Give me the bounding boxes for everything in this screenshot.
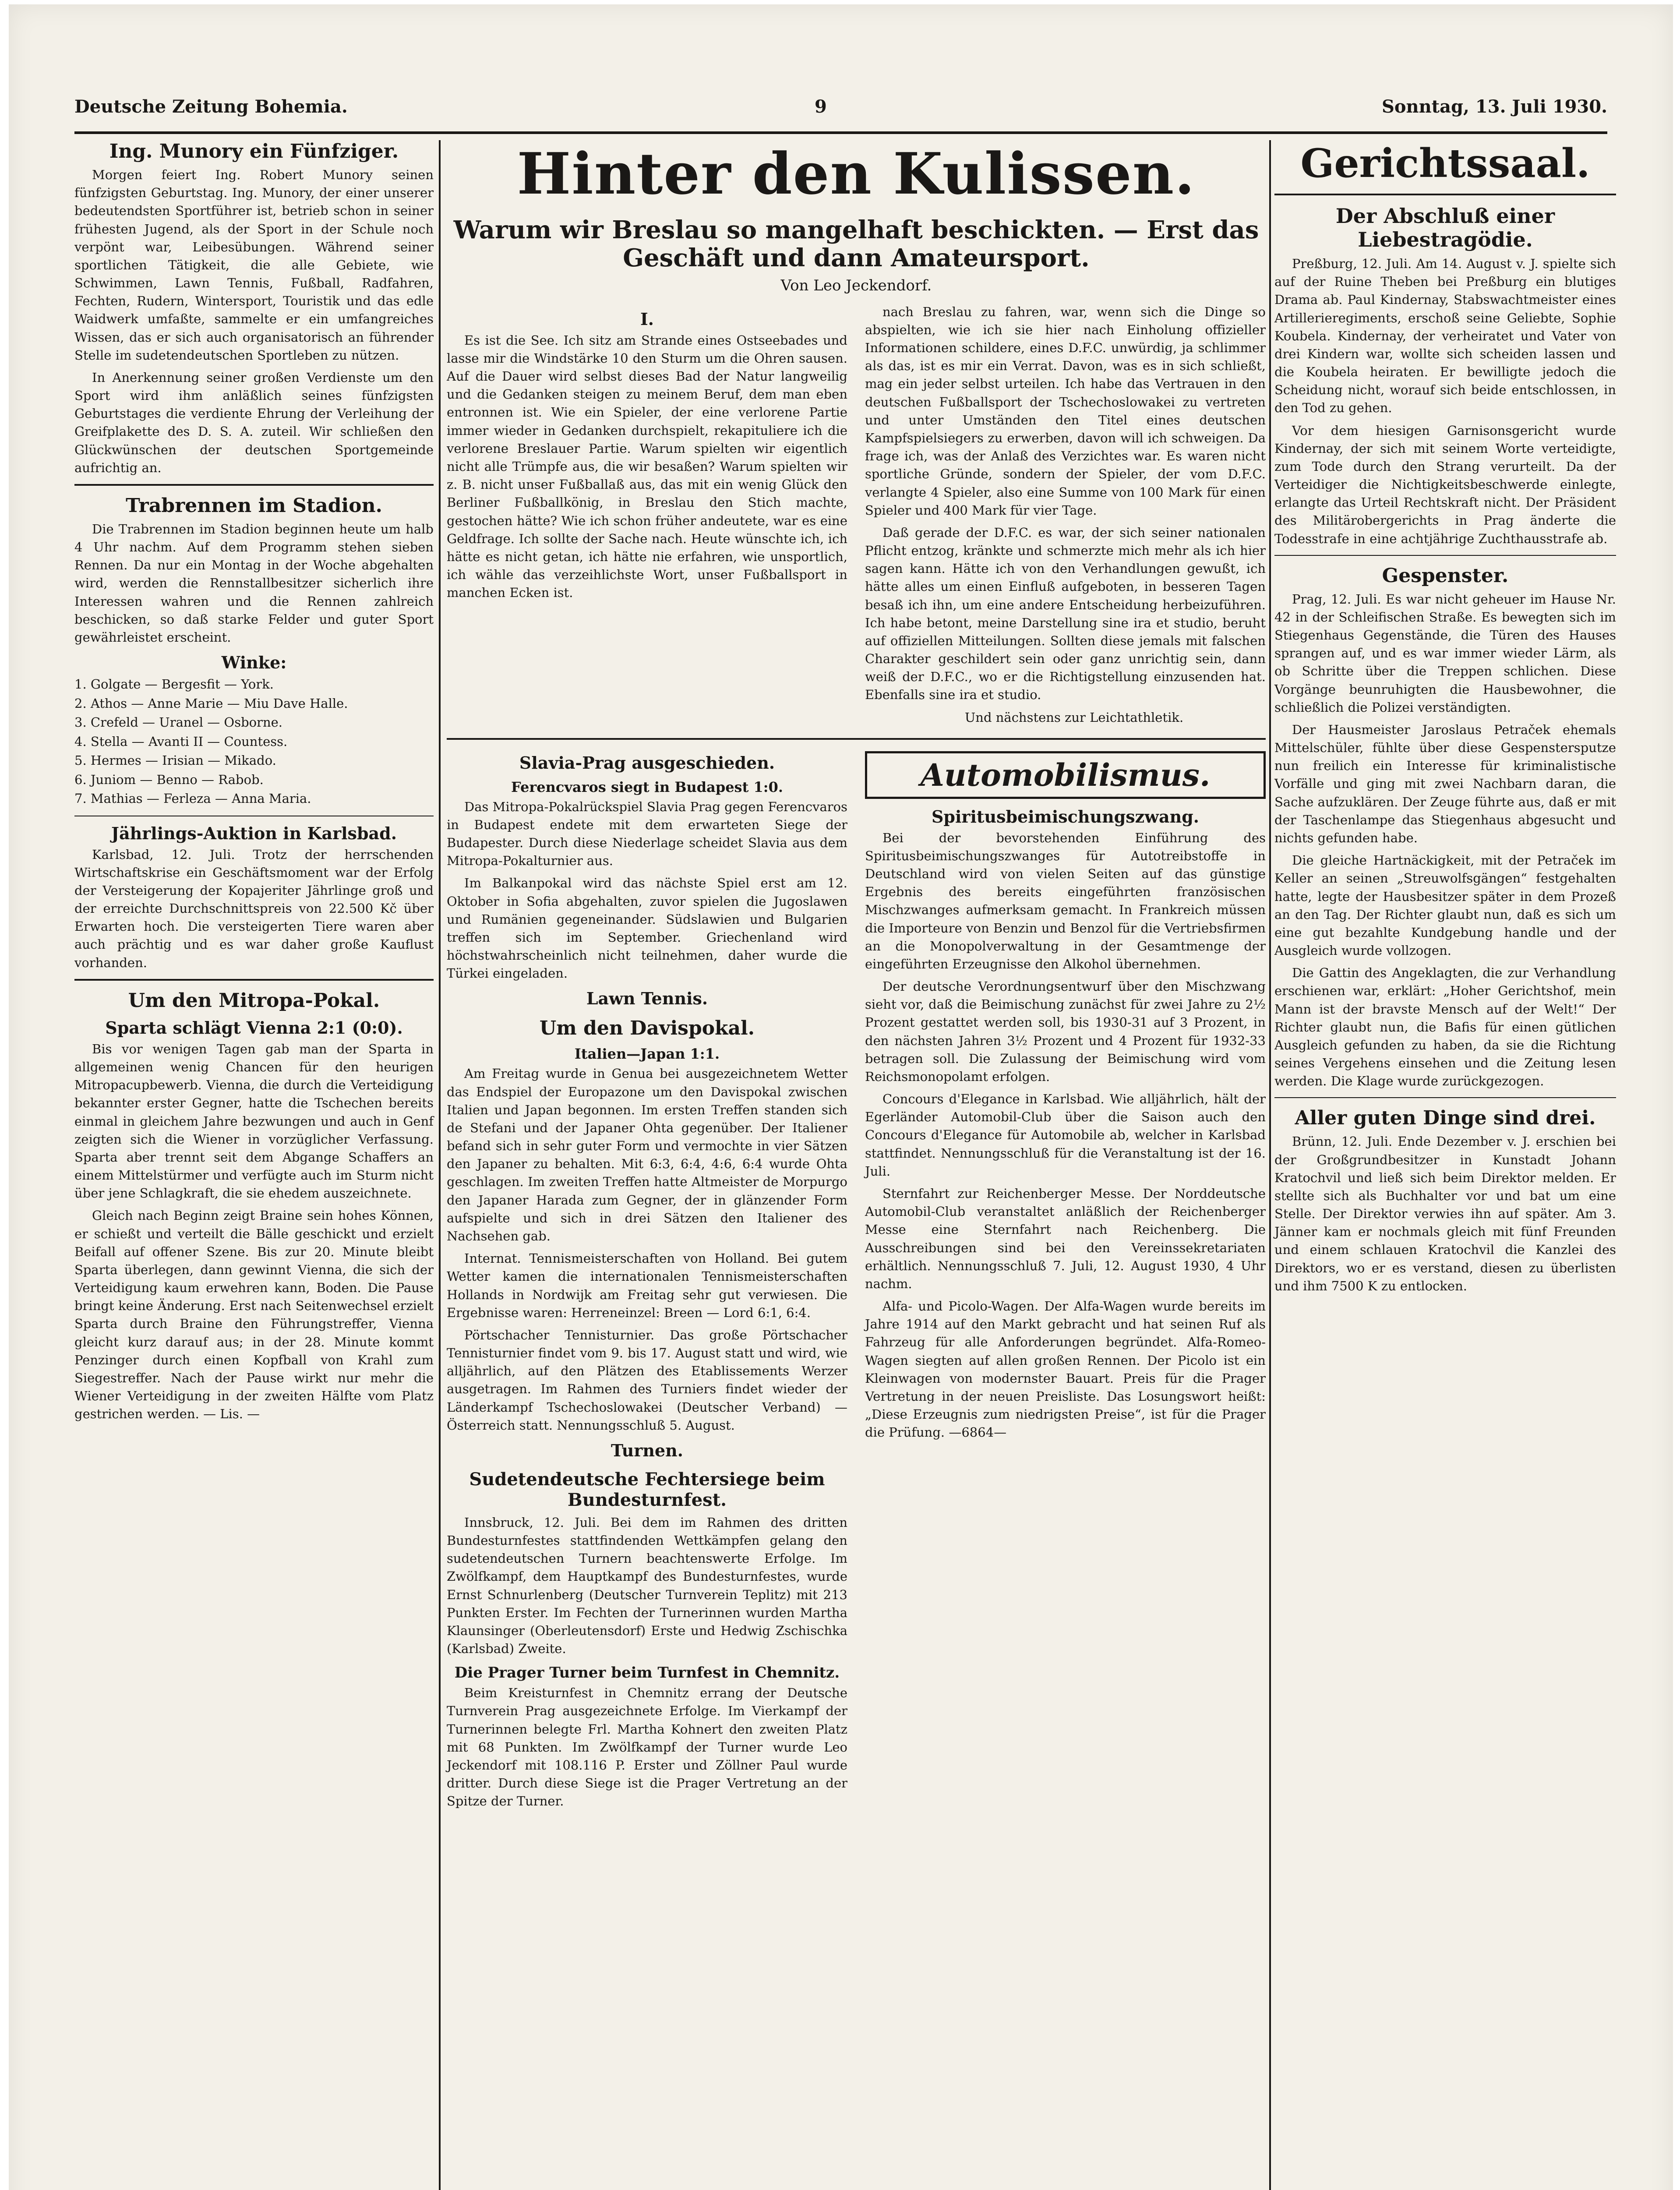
byline: Von Leo Jeckendorf.	[780, 276, 932, 294]
column-divider-2	[1269, 140, 1271, 2190]
column-divider-1	[439, 140, 441, 2190]
article-text: Bis vor wenigen Tagen gab man der Sparta in allgemeinen wenig Chancen für den heurigen Mitropacupbewerb. Vienna, die durch die Verteidigung bekannter erster Gegner, hatte die Tschechen bereits einmal in gleichem Jahre bezwungen und auch in Genf zeigten sich die Wiener in vorzüglicher Verfassung. Sparta aber trennt seit dem Abgange Schaffers an einem Mittelstürmer und verfügte auch im Sturm nicht über jene Schlagkraft, die sie ehedem auszeichnete.	[74, 1041, 434, 1201]
article-text: Beim Kreisturnfest in Chemnitz errang der Deutsche Turnverein Prag ausgezeichnete Erfolge. Im Vierkampf der Turnerinnen belegte Frl. Martha Kohnert den zweiten Platz mit 68 Punkten. Im Zwölfkampf der Turner wurde Leo Jeckendorf mit 108.116 P. Erster und Zöllner Paul wurde dritter. Durch diese Siege ist die Prager Vertretung an der Spitze der Turner.	[447, 1685, 847, 1809]
article-text: Karlsbad, 12. Juli. Trotz der herrschenden Wirtschaftskrise ein Geschäftsmoment war der Erfolg der Versteigerung der Kopajeriter Jährlinge groß und der erreichte Durchschnittspreis von 22.500 Kč über Erwarten hoch. Die versteigerten Tiere waren aber auch prächtig und es war daher große Kauflust vorhanden.	[74, 847, 434, 970]
divider	[1274, 555, 1616, 556]
article-title-slavia: Slavia-Prag ausgeschieden.	[519, 752, 775, 773]
article-title-auktion: Jährlings-Auktion in Karlsbad.	[111, 823, 397, 843]
divider	[1274, 1097, 1616, 1098]
header-rule	[74, 131, 1607, 134]
article-text: Alfa- und Picolo-Wagen. Der Alfa-Wagen wurde bereits im Jahre 1914 auf den Markt gebracht und hat seinen Ruf als Fahrzeug für alle Anforderungen begründet. Alfa-Romeo-Wagen siegten auf allen großen Rennen. Der Picolo ist ein Kleinwagen von modernster Bauart. Preis für die Prager Vertretung in der neuen Preisliste. Das Losungswort heißt: „Diese Erzeugnis zum niedrigsten Preise“, ist für die Prager die Prüfung. —6864—	[865, 1299, 1266, 1440]
page-header	[74, 96, 1607, 123]
article-title-mitropa: Um den Mitropa-Pokal.	[128, 989, 380, 1012]
article-text: Bei der bevorstehenden Einführung des Spiritusbeimischungszwanges für Autotreibstoffe in Deutschland wird von vielen Seiten auf das günstige Ergebnis des bereits eingeführten französischen Mischzwanges aufmerksam gemacht. In Frankreich müssen die Importeure von Benzin und Benzol für die Vertriebsfirmen an die Monopolverwaltung in der Gesamtmenge der eingeführten Erzeugnisse den Alkohol übernehmen.	[865, 830, 1266, 971]
article-title-trabrennen: Trabrennen im Stadion.	[126, 494, 382, 517]
main-headline: Hinter den Kulissen.	[517, 140, 1196, 207]
article-text: Vor dem hiesigen Garnisonsgericht wurde Kindernay, der sich mit seinem Worte verteidigte, zum Tode durch den Strang verurteilt. Da der Verteidiger die Nichtigkeitsbeschwerde einlegte, erlangte das Urteil Rechtskraft nicht. Der Präsident des Militärobergerichts in Prag änderte die Todesstrafe in eine achtjährige Zuchthausstrafe ab.	[1274, 423, 1616, 546]
divider	[447, 738, 1266, 740]
column-3	[1274, 140, 1616, 2190]
article-title-munory: Ing. Munory ein Fünfziger.	[109, 140, 399, 162]
article-closing: Und nächstens zur Leichtathletik.	[964, 710, 1184, 725]
article-text: Prag, 12. Juli. Es war nicht geheuer im Hause Nr. 42 in der Schleifischen Straße. Es bewegten sich im Stiegenhaus Gegenstände, die Türen des Hauses sprangen auf, und es war immer wieder Lärm, als ob Schritte über die Treppen schlichen. Diese Vorgänge beunruhigten die Hausbewohner, die schließlich die Polizei verständigten.	[1274, 591, 1616, 715]
article-subtitle: Sparta schlägt Vienna 2:1 (0:0).	[105, 1017, 403, 1038]
header-publication: Deutsche Zeitung Bohemia.	[74, 96, 348, 117]
article-text: Die gleiche Hartnäckigkeit, mit der Petraček im Keller an seinen „Streuwolfsgängen“ festgehalten hatte, legte der Hausbesitzer später in dem Prozeß an den Tag. Der Richter glaubt nun, daß es sich um eine gut bezahlte Kundgebung handle und der Ausgleich wurde vollzogen.	[1274, 853, 1616, 958]
article-text: Daß gerade der D.F.C. es war, der sich seiner nationalen Pflicht entzog, kränkte und schmerzte mich mehr als ich hier sagen kann. Hätte ich von den Verhandlungen gewußt, ich hätte alles um einen Einfluß aufgeboten, in besseren Tagen besaß ich ihn, um eine andere Entscheidung herbeizuführen. Ich habe betont, meine Darstellung sine ira et studio, beruht auf offiziellen Mitteilungen. Sollten diese jemals mit falschen Charakter geschildert sein oder ganz unrichtig sein, dann weiß der D.F.C., wo er die Richtigstellung einzusenden hat. Ebenfalls sine ira et studio.	[865, 525, 1266, 703]
feature-article	[447, 303, 1266, 731]
article-text: Es ist die See. Ich sitz am Strande eines Ostseebades und lasse mir die Windstärke 10 den Sturm um die Ohren sausen. Auf die Dauer wird selbst dieses Bad der Natur langweilig und die Gedanken steigen zu meinem Beruf, dem man eben entronnen ist. Wie ein Spieler, der eine verlorene Partie immer wieder in Gedanken durchspielt, rekapituliere ich die verlorene Breslauer Partie. Warum spielten wir eigentlich nicht alle Trümpfe aus, die wir besaßen? Warum spielten wir z. B. nicht unser Fußballaß aus, das mit ein wenig Glück den Berliner Fußballkönig, in Breslau den Stich machte, gestochen hätte? Wie ich schon früher andeutete, war es eine Geldfrage. Ich sollte der Sache nach. Heute wünschte ich, ich hätte es nicht getan, ich hätte nie erfahren, wie unsportlich, ich wähle das verzeihlichste Wort, unser Fußballsport in manchen Ecken ist.	[447, 332, 847, 600]
list-item: 5. Hermes — Irisian — Mikado.	[74, 753, 276, 768]
article-text: Internat. Tennismeisterschaften von Holland. Bei gutem Wetter kamen die internationalen Tennismeisterschaften Hollands in Nordwijk am Freitag sehr gut verwiesen. Die Ergebnisse waren: Herreneinzel: Breen — Lord 6:1, 6:4.	[447, 1251, 847, 1320]
newspaper-page	[9, 4, 1673, 2190]
article-title-spiritus: Spiritusbeimischungszwang.	[931, 806, 1200, 827]
article-text: Preßburg, 12. Juli. Am 14. August v. J. spielte sich auf der Ruine Theben bei Preßburg ein blutiges Drama ab. Paul Kindernay, Stabswachtmeister eines Artillerieregiments, erschoß seine Geliebte, Sophie Koubela. Kindernay, der verheiratet und Vater von drei Kindern war, wollte sich scheiden lassen und die Koubela heiraten. Er bewilligte jedoch die Scheidung nicht, worauf sich beide entschlossen, in den Tod zu gehen.	[1274, 256, 1616, 416]
article-text: In Anerkennung seiner großen Verdienste um den Sport wird ihm anläßlich seines fünfzigsten Geburtstages die verdiente Ehrung der Verleihung der Greifplakette des D. S. A. zuteil. Wir schließen den Glückwünschen der deutschen Sportgemeinde aufrichtig an.	[74, 370, 434, 475]
divider	[74, 979, 434, 981]
article-subtitle: Ferencvaros siegt in Budapest 1:0.	[511, 778, 783, 795]
article-text: Die Gattin des Angeklagten, die zur Verhandlung erschienen war, erklärt: „Hoher Gerichtshof, mein Mann ist der bravste Mensch auf der Welt!“ Der Richter glaubt nun, die Bafis für einen gütlichen Ausgleich gefunden zu haben, da sie die Richtung seines Vergehens einsehen und die Zeitung lesen werden. Die Klage wurde zurückgezogen.	[1274, 965, 1616, 1089]
article-text: Der deutsche Verordnungsentwurf über den Mischzwang sieht vor, daß die Beimischung zunächst für zwei Jahre zu 2½ Prozent gestattet werden soll, bis 1930-31 auf 3 Prozent, in den nächsten Jahren 3½ Prozent und 4 Prozent für 1932-33 betragen soll. Die Zulassung der Beimischung wird vom Reichsmonopolamt erfolgen.	[865, 979, 1266, 1084]
article-subtitle: Italien—Japan 1:1.	[574, 1046, 720, 1063]
article-text: nach Breslau zu fahren, war, wenn sich die Dinge so abspielten, wie ich sie hier nach Einholung offizieller Informationen schildere, eines D.F.C. unwürdig, ja schlimmer als das, ist es mir ein Verrat. Davon, was es in sich schließt, mag ein jeder selbst urteilen. Ich habe das Vertrauen in den deutschen Fußballsport der Tschechoslowakei zu vertreten und unter Umständen den Titel eines deutschen Kampfspielsiegers zu erwerben, davon will ich schweigen. Da frage ich, was der Anlaß des Verzichtes war. Es waren nicht sportliche Gründe, sondern der Spieler, der vom D.F.C. verlangte 4 Spieler, also eine Summe von 100 Mark für einen Spieler und 400 Mark für vier Tage.	[865, 304, 1266, 518]
tips-list	[74, 675, 434, 809]
article-title-drei: Aller guten Dinge sind drei.	[1295, 1107, 1596, 1130]
list-item: 4. Stella — Avanti II — Countess.	[74, 734, 288, 749]
column-2	[447, 140, 1266, 2190]
category-label: Lawn Tennis.	[586, 989, 708, 1009]
article-text: Morgen feiert Ing. Robert Munory seinen fünfzigsten Geburtstag. Ing. Munory, der einer unserer bedeutendsten Sportführer ist, betrieb schon in seiner frühesten Jugend, als der Sport in der Schule noch verpönt war, Leibesübungen. Während seiner sportlichen Tätigkeit, die alle Gebiete, wie Schwimmen, Lawn Tennis, Fußball, Radfahren, Fechten, Rudern, Wintersport, Touristik und das edle Waidwerk umfaßte, sammelte er ein umfangreiches Wissen, das er sich auch organisatorisch an führender Stelle im sudetendeutschen Sportleben zu nützen.	[74, 167, 434, 363]
list-item: 6. Juniom — Benno — Rabob.	[74, 772, 264, 787]
article-text: Pörtschacher Tennisturnier. Das große Pörtschacher Tennisturnier findet vom 9. bis 17. August statt und wird, wie alljährlich, auf den Plätzen des Etablissements Werzer ausgetragen. Im Rahmen des Turniers findet wieder der Länderkampf Tschechoslowakei (Deutscher Verband) — Österreich statt. Nennungsschluß 5. August.	[447, 1327, 847, 1433]
divider	[1274, 194, 1616, 195]
header-date: Sonntag, 13. Juli 1930.	[1381, 96, 1607, 117]
lower-section	[447, 747, 1266, 1815]
article-text: Concours d'Elegance in Karlsbad. Wie alljährlich, hält der Egerländer Automobil-Club über die Saison auch den Concours d'Elegance für Automobile ab, welcher in Karlsbad stattfindet. Nennungsschluß für die Veranstaltung ist der 16. Juli.	[865, 1091, 1266, 1179]
article-title-gespenster: Gespenster.	[1382, 564, 1509, 587]
article-text: Sternfahrt zur Reichenberger Messe. Der Norddeutsche Automobil-Club veranstaltet anläßlich der Reichenberger Messe eine Sternfahrt nach Reichenberg. Die Ausschreibungen sind bei den Vereinssekretariaten erhältlich. Nennungsschluß 7. Juli, 12. August 1930, 4 Uhr nachm.	[865, 1186, 1266, 1291]
article-title-liebestragoedie: Der Abschluß einer Liebestragödie.	[1335, 204, 1555, 251]
article-title-fechter: Sudetendeutsche Fechtersiege beim Bundesturnfest.	[469, 1469, 825, 1510]
main-subheadline: Warum wir Breslau so mangelhaft beschickten. — Erst das Geschäft und dann Amateursport.	[453, 215, 1259, 273]
article-text: Das Mitropa-Pokalrückspiel Slavia Prag gegen Ferencvaros in Budapest endete mit dem erwarteten Siege der Budapester. Durch diese Niederlage scheidet Slavia aus dem Mitropa-Pokalturnier aus.	[447, 799, 847, 869]
column-1	[74, 140, 434, 2190]
list-item: 7. Mathias — Ferleza — Anna Maria.	[74, 791, 311, 806]
article-text: Innsbruck, 12. Juli. Bei dem im Rahmen des dritten Bundesturnfestes stattfindenden Wettkämpfen gelang den sudetendeutschen Turnern beachtenswerte Erfolge. Im Zwölfkampf, dem Hauptkampf des Bundesturnfestes, wurde Ernst Schnurlenberg (Deutscher Turnverein Teplitz) mit 213 Punkten Erster. Im Fechten der Turnerinnen wurden Martha Klaunsinger (Oberleutensdorf) Erste und Hedwig Zschischka (Karlsbad) Zweite.	[447, 1515, 847, 1657]
article-text: Brünn, 12. Juli. Ende Dezember v. J. erschien bei der Großgrundbesitzer in Kunstadt Johann Kratochvil und ließ sich beim Direktor melden. Er stellte sich als Buchhalter vor und bat um eine Stelle. Der Direktor verwies ihn auf später. Am 3. Jänner kam er nochmals gleich mit fünf Freunden und einem schlauen Kratochvil die Kanzlei des Direktors, wo er es verstand, diesen zu überlisten und ihm 7500 K zu entlocken.	[1274, 1134, 1616, 1293]
header-page-number: 9	[815, 96, 827, 117]
article-text: Der Hausmeister Jaroslaus Petraček ehemals Mittelschüler, fühlte über diese Gespenstersputze nun freilich ein Interesse für kriminalistische Vorfälle und ging mit zwei Nachbarn daran, die Sache aufzuklären. Der Zeuge führte aus, daß er mit der Taschenlampe das Stiegenhaus abgesucht und nichts gefunden habe.	[1274, 722, 1616, 845]
category-label: Turnen.	[611, 1440, 684, 1460]
list-item: 2. Athos — Anne Marie — Miu Dave Halle.	[74, 696, 348, 711]
divider	[74, 484, 434, 486]
article-text: Am Freitag wurde in Genua bei ausgezeichnetem Wetter das Endspiel der Europazone um den Davispokal zwischen Italien und Japan begonnen. Im ersten Treffen standen sich de Stefani und der Japaner Ohta gegenüber. Der Italiener befand sich in sehr guter Form und vermochte in vier Sätzen den Japaner zu behalten. Mit 6:3, 6:4, 4:6, 6:4 wurde Ohta geschlagen. Im zweiten Treffen hatte Altmeister de Morpurgo den Japaner Harada zum Gegner, der in glänzender Form aufspielte und sich in drei Sätzen den Italiener des Nachsehen gab.	[447, 1066, 847, 1243]
article-text: Die Trabrennen im Stadion beginnen heute um halb 4 Uhr nachm. Auf dem Programm stehen sieben Rennen. Da nur ein Montag in der Woche abgehalten wird, werden die Rennstallbesitzer sicherlich ihre Interessen wahren und die Rennen zahlreich beschicken, so daß starke Felder und guter Sport gewährleistet erscheint.	[74, 521, 434, 645]
section-numeral: I.	[640, 309, 654, 329]
section-headline-gerichtssaal: Gerichtssaal.	[1300, 140, 1590, 187]
article-title-davis: Um den Davispokal.	[539, 1017, 755, 1040]
article-text: Gleich nach Beginn zeigt Braine sein hohes Können, er schießt und verteilt die Bälle geschickt und erzielt Beifall auf offener Szene. Bis zur 20. Minute bleibt Sparta überlegen, dann gewinnt Vienna, die sich der Verteidigung kaum erwehren kann, Boden. Die Pause bringt keine Änderung. Erst nach Seitenwechsel erzielt Sparta durch Braine den Führungstreffer, Vienna gleicht kurz darauf aus; in der 28. Minute kommt Penzinger durch einen Kopfball von Krahl zum Siegestreffer. Nach der Pause wirkt nur mehr die Wiener Verteidigung in der zweiten Hälfte vom Platz gestrichen werden. — Lis. —	[74, 1208, 434, 1422]
list-item: 3. Crefeld — Uranel — Osborne.	[74, 715, 283, 730]
list-item: 1. Golgate — Bergesfit — York.	[74, 677, 274, 692]
section-banner-automobilismus: Automobilismus.	[865, 751, 1266, 799]
tips-title: Winke:	[221, 653, 287, 673]
article-text: Im Balkanpokal wird das nächste Spiel erst am 12. Oktober in Sofia abgehalten, zuvor spielen die Jugoslawen und Rumänien gegeneinander. Südslawien und Bulgarien treffen sich im September. Griechenland wird höchstwahrscheinlich nicht teilnehmen, daher wurde die Türkei eingeladen.	[447, 876, 847, 981]
article-title-prague: Die Prager Turner beim Turnfest in Chemnitz.	[454, 1664, 840, 1682]
